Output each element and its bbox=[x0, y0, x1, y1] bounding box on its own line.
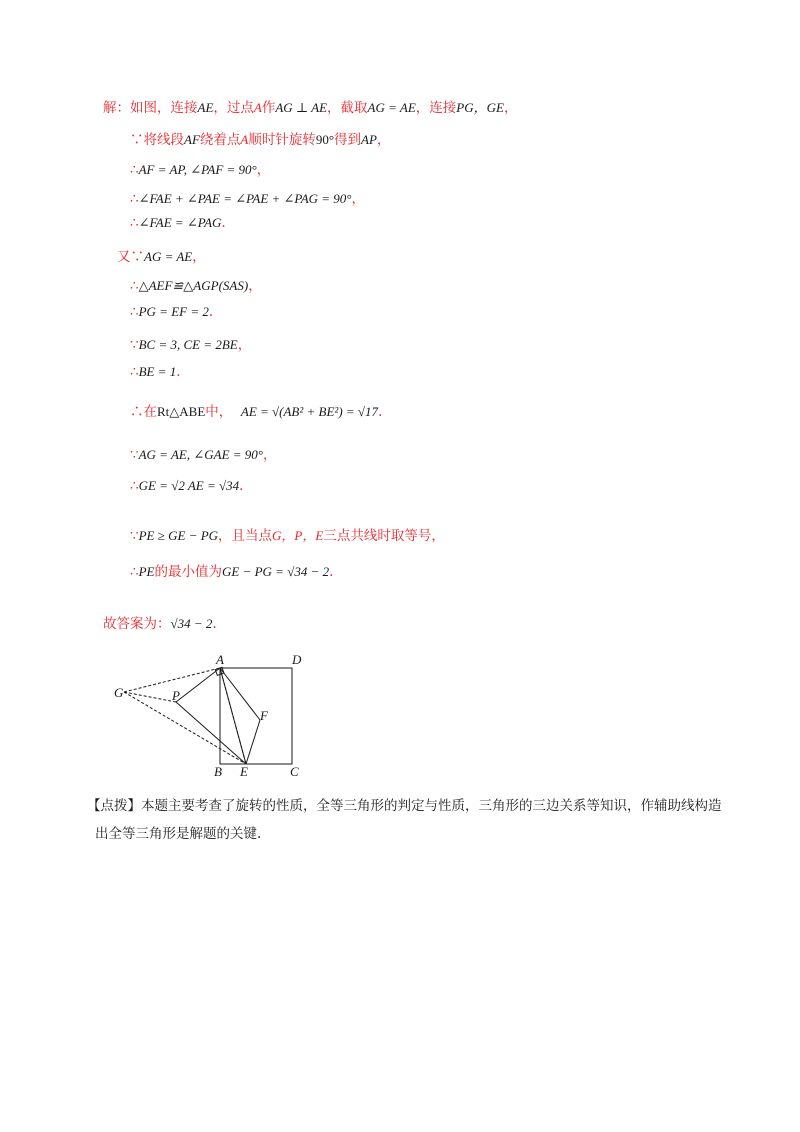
label-e: E bbox=[240, 764, 248, 779]
math: AE = √(AB² + BE²) = √17 bbox=[240, 404, 379, 419]
text: ， bbox=[351, 191, 365, 207]
text: ，过点 bbox=[213, 100, 254, 116]
therefore-symbol: ∴ bbox=[130, 191, 139, 207]
text: . bbox=[221, 215, 226, 231]
math: BC = 3, CE = 2BE bbox=[138, 337, 238, 352]
text: 在 bbox=[143, 404, 157, 420]
solution-line-12 bbox=[130, 443, 276, 463]
solution-line-6 bbox=[117, 245, 206, 265]
text: ， bbox=[376, 132, 391, 148]
label-c: C bbox=[290, 764, 299, 779]
solution-line-4 bbox=[130, 187, 365, 207]
math: PE bbox=[138, 564, 155, 579]
therefore-symbol: ∴ bbox=[130, 404, 144, 420]
label-a: A bbox=[216, 652, 224, 667]
math: AF = AP, ∠PAF = 90° bbox=[138, 162, 257, 177]
math: AG = AE bbox=[367, 100, 416, 115]
math: AF bbox=[184, 132, 200, 147]
math: AE bbox=[197, 100, 214, 115]
text: 作 bbox=[261, 100, 276, 116]
therefore-symbol: ∴ bbox=[130, 162, 139, 178]
text: . bbox=[176, 364, 181, 380]
text: 顺时针旋转 bbox=[248, 132, 316, 148]
math: A bbox=[240, 132, 249, 147]
label-b: B bbox=[214, 764, 222, 779]
solution-line-14 bbox=[130, 524, 445, 544]
because-symbol: ∵ bbox=[130, 337, 139, 353]
text: ， bbox=[192, 249, 206, 265]
solution-line-3 bbox=[130, 158, 270, 178]
math: 90° bbox=[315, 132, 335, 147]
solution-line-11 bbox=[130, 400, 382, 420]
solution-line-9 bbox=[130, 333, 251, 353]
text: . bbox=[329, 564, 334, 580]
text: 将线段 bbox=[143, 132, 184, 148]
segment-fe bbox=[246, 720, 260, 764]
math: PG，GE bbox=[456, 100, 504, 115]
therefore-symbol: ∴ bbox=[130, 304, 139, 320]
text: . bbox=[208, 304, 214, 320]
text: 的最小值为 bbox=[154, 564, 222, 580]
label-d: D bbox=[292, 652, 302, 667]
segment-ge bbox=[124, 692, 246, 764]
math: △AEF≌△AGP(SAS) bbox=[138, 278, 249, 293]
math: GE = √2 AE = √34 bbox=[138, 478, 240, 493]
tip-title: 【点拨】 bbox=[87, 798, 141, 814]
tip-paragraph bbox=[87, 792, 725, 848]
text: . bbox=[212, 616, 217, 632]
text: ，截取 bbox=[327, 100, 368, 116]
math: AG = AE, ∠GAE = 90° bbox=[138, 447, 263, 462]
segment-pe bbox=[176, 702, 246, 764]
segment-af bbox=[220, 668, 260, 720]
math: AP bbox=[361, 132, 377, 147]
segment-ae bbox=[220, 668, 246, 764]
math: BE = 1 bbox=[138, 364, 177, 379]
math: PG = EF = 2 bbox=[138, 304, 209, 319]
solution-line-1 bbox=[103, 96, 517, 116]
tip-text: 本题主要考查了旋转的性质，全等三角形的判定与性质，三角形的三边关系等知识，作辅助线构造出全等三角形是解题的关键. bbox=[95, 798, 722, 842]
math: PE ≥ GE − PG bbox=[138, 528, 219, 543]
also-because-symbol: 又∵ bbox=[117, 249, 144, 265]
solution-line-10 bbox=[130, 364, 181, 380]
math: A bbox=[253, 100, 262, 115]
text: 得到 bbox=[334, 132, 362, 148]
label-f: F bbox=[260, 708, 268, 723]
solution-line-2 bbox=[130, 128, 390, 148]
text: ， bbox=[262, 447, 277, 463]
answer-line bbox=[103, 612, 217, 632]
therefore-symbol: ∴ bbox=[130, 478, 139, 494]
text: . bbox=[239, 478, 244, 494]
text: ， bbox=[237, 337, 252, 353]
math: AG ⊥ AE bbox=[275, 100, 328, 115]
math: GE − PG = √34 − 2 bbox=[221, 564, 330, 579]
geometry-figure bbox=[110, 650, 320, 780]
text: 三点共线时取等号， bbox=[323, 528, 445, 544]
because-symbol: ∵ bbox=[130, 132, 144, 148]
text: ， bbox=[256, 162, 271, 178]
text: ，连接 bbox=[415, 100, 457, 116]
solution-line-8 bbox=[130, 304, 213, 320]
solution-line-5 bbox=[130, 215, 226, 231]
text: ，且当点 bbox=[218, 528, 273, 544]
therefore-symbol: ∴ bbox=[130, 364, 139, 380]
math: Rt△ABE bbox=[157, 404, 206, 419]
text: 中， bbox=[205, 404, 233, 420]
therefore-symbol: ∴ bbox=[130, 564, 139, 580]
text: 绕着点 bbox=[199, 132, 241, 148]
math: AG = AE bbox=[144, 249, 193, 264]
text: ， bbox=[248, 278, 262, 294]
solution-line-13 bbox=[130, 478, 243, 494]
solution-line-15 bbox=[130, 560, 333, 580]
math: ∠FAE + ∠PAE = ∠PAE + ∠PAG = 90° bbox=[138, 191, 352, 206]
segment-gp bbox=[124, 692, 176, 702]
answer-value: √34 − 2 bbox=[170, 616, 213, 631]
label-g: G bbox=[114, 685, 124, 700]
text: . bbox=[378, 404, 383, 420]
answer-label: 故答案为： bbox=[103, 616, 171, 632]
therefore-symbol: ∴ bbox=[130, 215, 139, 231]
math: ∠FAE = ∠PAG bbox=[138, 215, 222, 230]
solution-line-7 bbox=[130, 274, 262, 294]
label-p: P bbox=[172, 688, 180, 703]
because-symbol: ∵ bbox=[130, 447, 139, 463]
therefore-symbol: ∴ bbox=[130, 278, 139, 294]
text: 解：如图，连接 bbox=[103, 100, 198, 116]
text: ， bbox=[503, 100, 518, 116]
math: G，P，E bbox=[272, 528, 324, 543]
because-symbol: ∵ bbox=[130, 528, 139, 544]
